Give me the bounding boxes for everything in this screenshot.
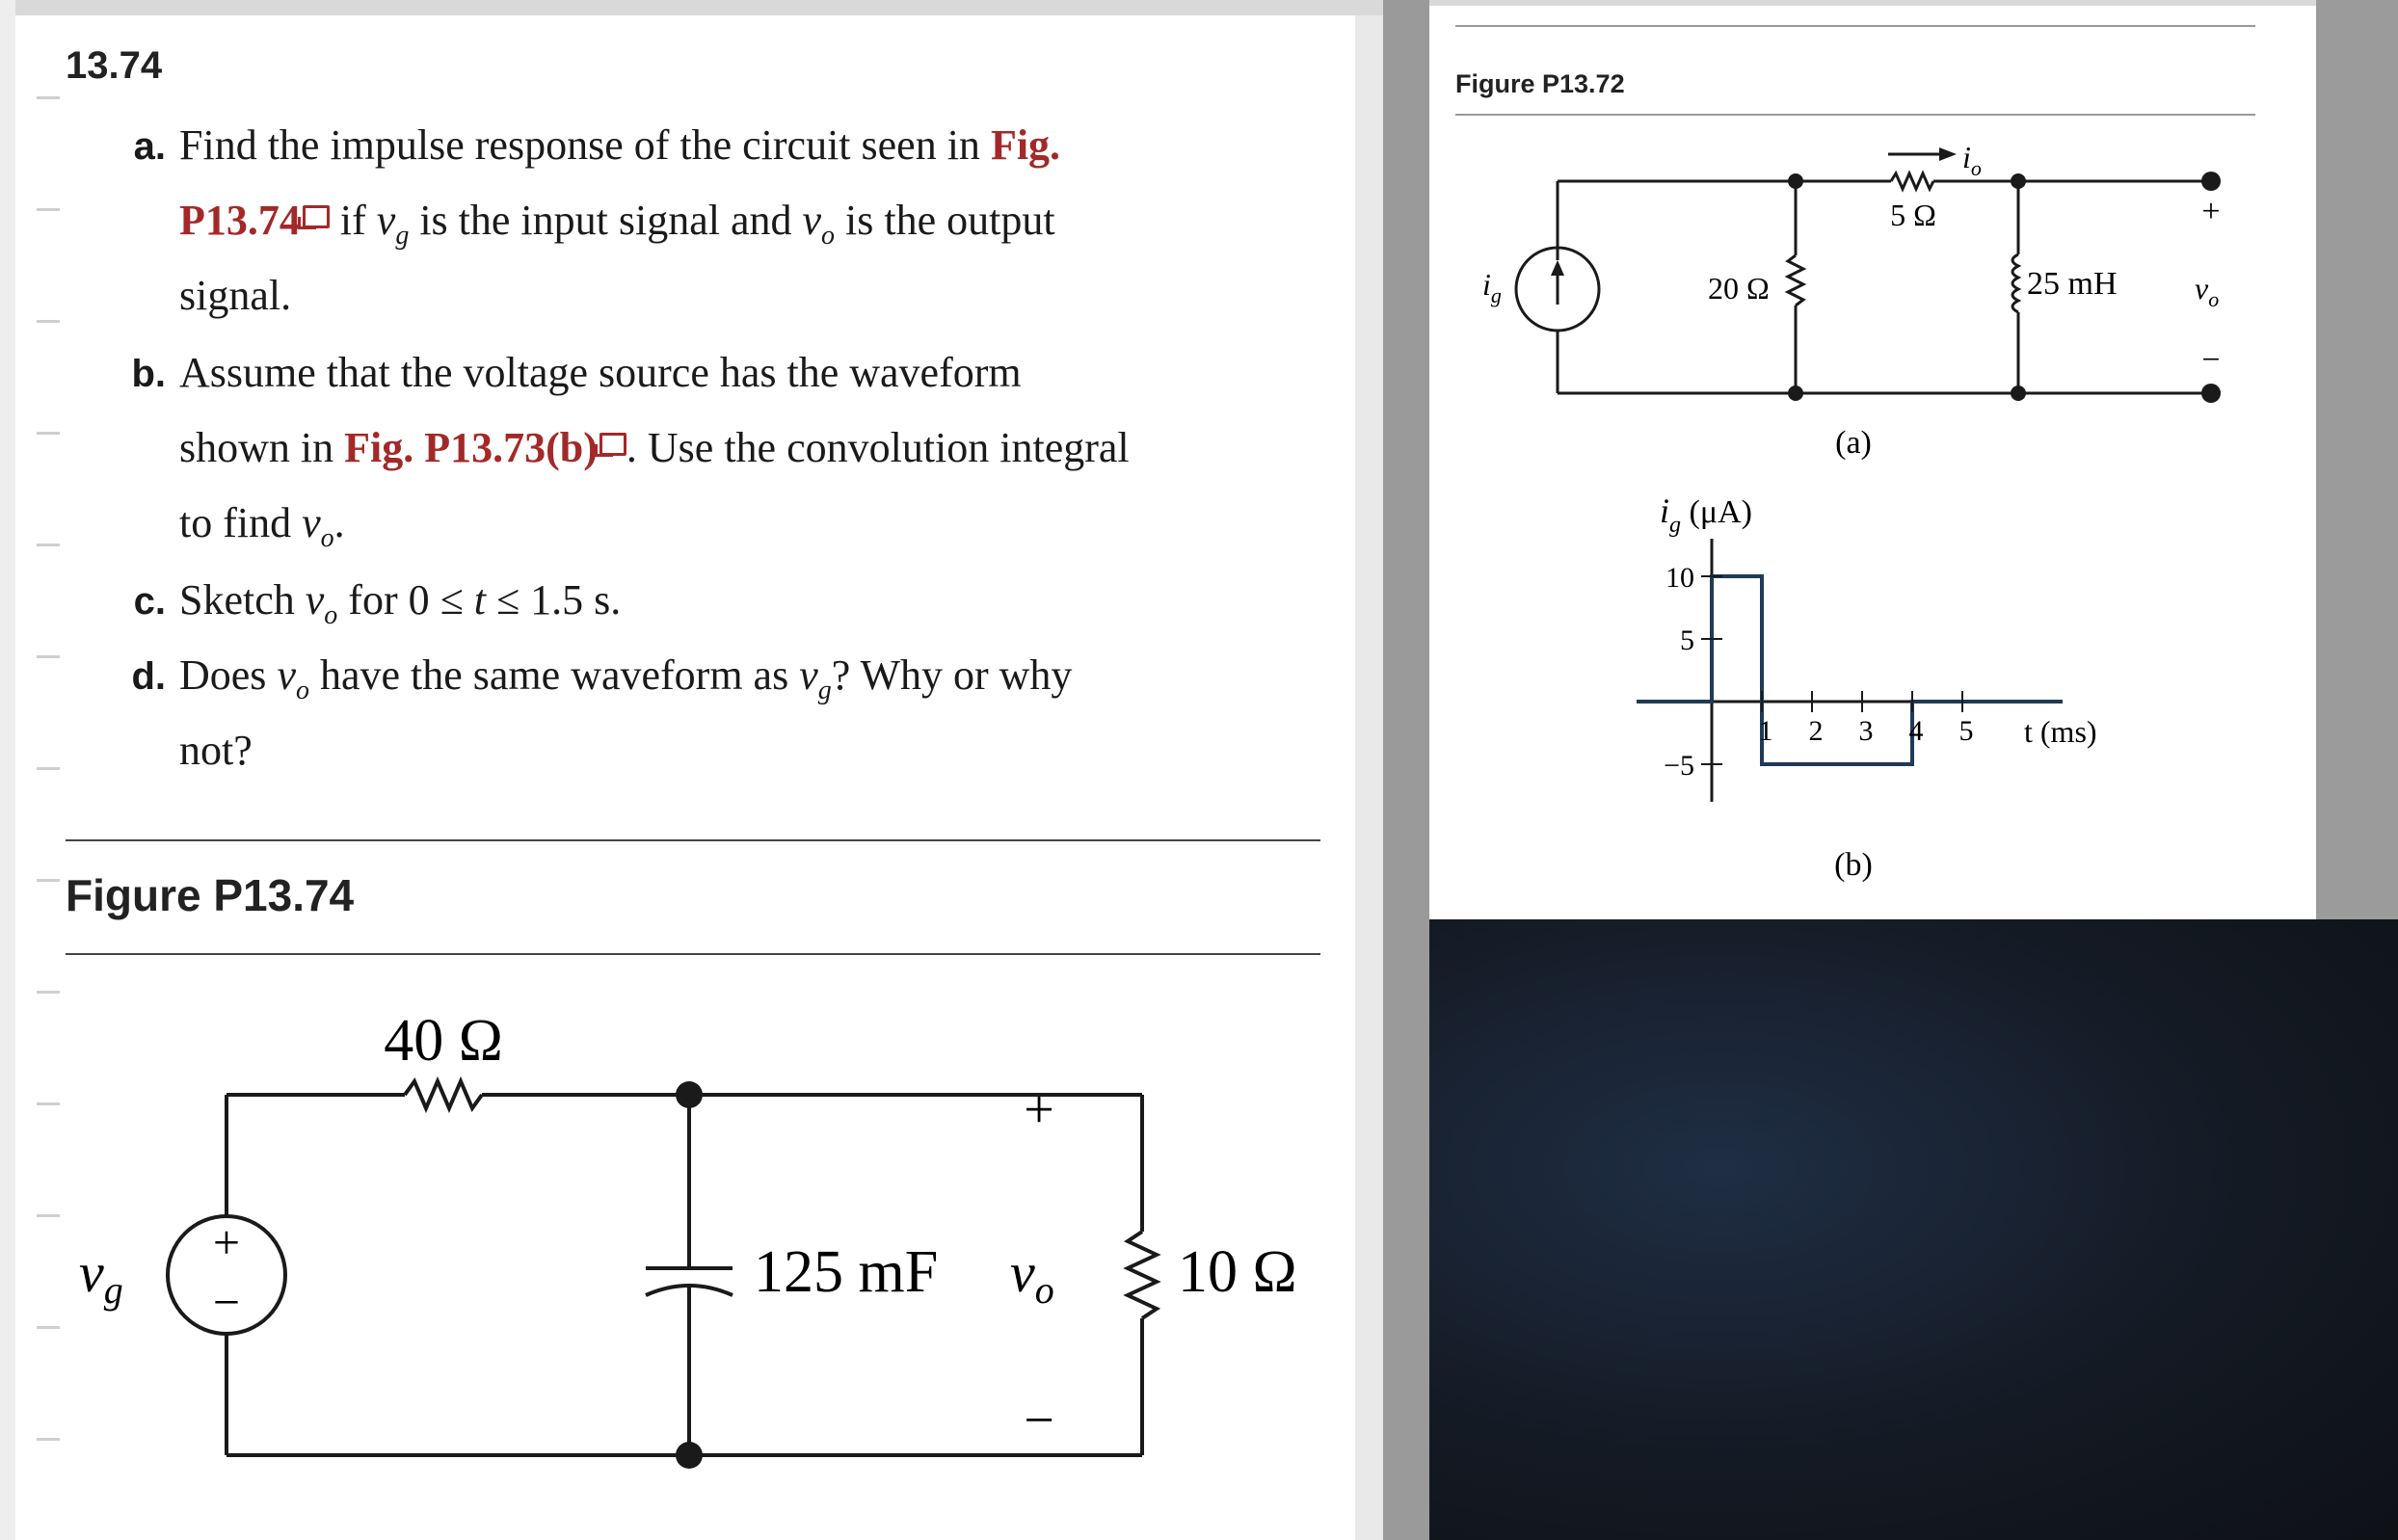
part-b-line3: to find $v_o$. (179, 499, 345, 553)
node-dot-top (676, 1081, 703, 1108)
resistor-40-label: 40 Ω (384, 1008, 503, 1074)
external-link-icon[interactable] (600, 433, 626, 456)
gutter-tick (37, 1326, 60, 1329)
resistor-20-icon (1788, 255, 1803, 305)
node-dot-bottom (676, 1442, 703, 1469)
xlabel: t (ms) (2024, 714, 2097, 749)
terminal-plus (2201, 172, 2221, 191)
part-b: b. Assume that the voltage source has the waveform (131, 349, 1022, 396)
part-c: c. Sketch $v_o$ for 0 ≤ t ≤ 1.5 s. (133, 576, 622, 630)
y-tick-label: 5 (1680, 624, 1694, 656)
figure-title-p1372: Figure P13.72 (1455, 69, 1625, 98)
x-tick-label: 4 (1908, 715, 1924, 747)
gutter-tick (37, 1438, 60, 1441)
rule (66, 953, 1320, 955)
resistor-5-icon (1891, 173, 1933, 189)
part-d-line2: not? (179, 727, 253, 774)
part-a-line3: signal. (179, 272, 292, 319)
part-b-line2: shown in Fig. P13.73(b) . Use the convolution integral (179, 424, 1130, 471)
panel-divider[interactable] (1383, 0, 1429, 1540)
resistor-10-label: 10 Ω (1178, 1239, 1297, 1305)
capacitor-label: 125 mF (754, 1239, 939, 1305)
part-a-line2: P13.74 if $v_g$ is the input signal and $v_o$ is the output (179, 197, 1055, 251)
output-plus: + (1024, 1080, 1054, 1140)
fig-link-p1373b[interactable]: Fig. P13.73(b) (344, 424, 598, 471)
gutter-tick (37, 1102, 60, 1105)
caption-a: (a) (1835, 425, 1872, 461)
background-area (1429, 919, 2398, 1540)
terminal-minus (2201, 384, 2221, 403)
output-label: $v_o$ (1010, 1241, 1054, 1312)
part-d: d. Does $v_o$ have the same waveform as $v_g$? Why or why (131, 651, 1073, 705)
x-tick-label: 1 (1758, 715, 1773, 747)
x-tick-label: 5 (1958, 715, 1974, 747)
gutter-tick (37, 432, 60, 435)
gutter-tick (37, 208, 60, 211)
circuit-p1374 (58, 1002, 1349, 1523)
source-arrow-icon (1551, 260, 1564, 276)
x-tick-label: 3 (1858, 715, 1874, 747)
chart-ig-waveform (1619, 482, 2159, 887)
inductor-label: 25 mH (2027, 266, 2118, 302)
x-tick-label: 2 (1808, 715, 1824, 747)
ylabel: $i_g$ (μA) (1660, 491, 1752, 538)
output-minus: − (2201, 342, 2221, 378)
caption-b: (b) (1834, 847, 1873, 883)
source-label: $i_g$ (1482, 267, 1502, 307)
y-tick-label: 10 (1665, 562, 1694, 594)
resistor-5-label: 5 Ω (1890, 198, 1936, 232)
gutter-tick (37, 991, 60, 994)
fig-link-p1374[interactable]: P13.74 (179, 197, 301, 244)
fig-link-p1374-part1[interactable]: Fig. (990, 121, 1061, 169)
gutter-tick (37, 544, 60, 546)
source-minus: − (212, 1275, 241, 1329)
part-a: a. Find the impulse response of the circuit seen in Fig. (133, 121, 1061, 169)
gutter-tick (37, 320, 60, 323)
external-link-icon[interactable] (303, 205, 330, 228)
output-minus: − (1024, 1391, 1054, 1450)
output-plus: + (2201, 194, 2221, 229)
gutter-tick (37, 96, 60, 99)
resistor-40-icon (405, 1081, 482, 1108)
gutter-tick (37, 767, 60, 770)
series-line-ig (1637, 576, 2063, 764)
rule (66, 839, 1320, 841)
circuit-p1372a (1446, 125, 2255, 472)
current-arrow-icon (1939, 147, 1957, 161)
source-label: $v_g$ (79, 1241, 123, 1312)
inductor-icon (2012, 254, 2018, 312)
left-gutter (0, 0, 15, 1540)
source-plus: + (212, 1215, 241, 1269)
current-label: $i_o$ (1962, 140, 1982, 180)
gutter-tick (37, 655, 60, 658)
rule (1455, 114, 2255, 116)
gutter-tick (37, 1214, 60, 1217)
gutter-tick (37, 879, 60, 882)
problem-number: 13.74 (66, 44, 163, 87)
rule (1455, 25, 2255, 27)
resistor-20-label: 20 Ω (1708, 271, 1770, 305)
output-label: $v_o$ (2195, 271, 2220, 311)
resistor-10-icon (1128, 1232, 1157, 1318)
figure-title-p1374: Figure P13.74 (66, 870, 355, 920)
y-tick-label: −5 (1664, 750, 1694, 782)
right-margin (2316, 0, 2398, 919)
